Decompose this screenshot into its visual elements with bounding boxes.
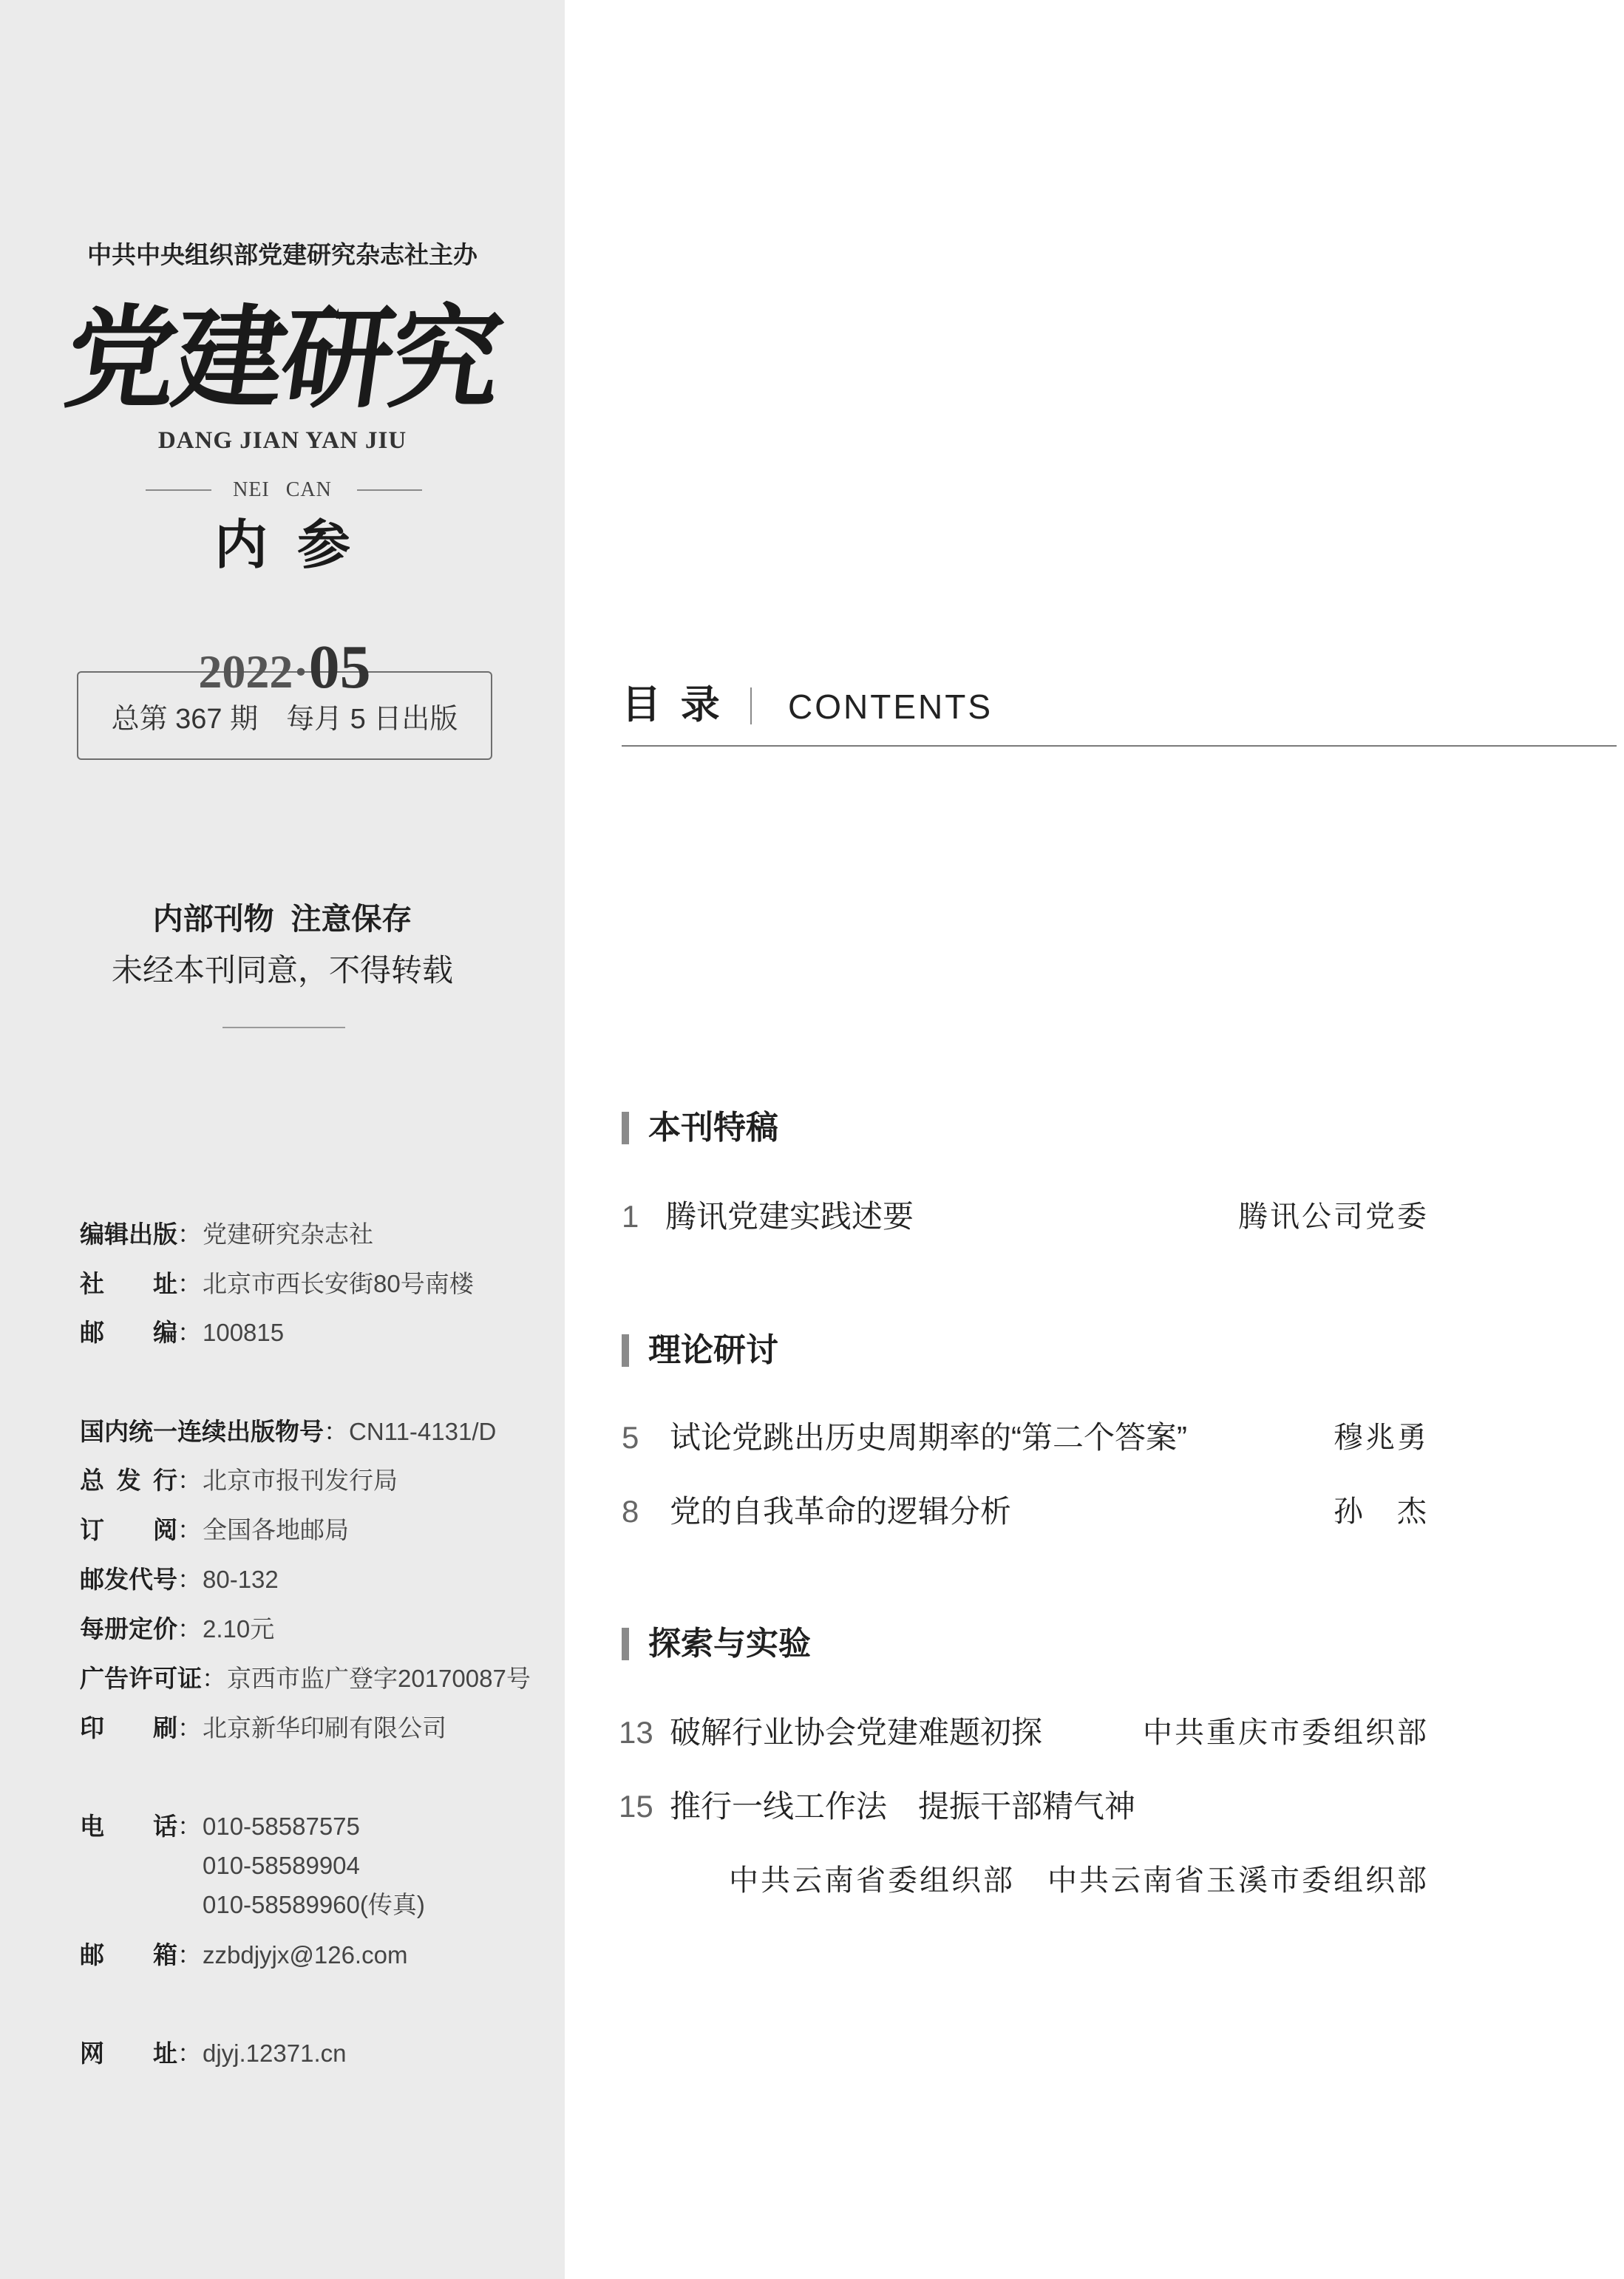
toc-section-title: 本刊特稿 xyxy=(648,1110,778,1146)
toc-entry-title: 推行一线工作法 提振干部精气神 xyxy=(670,1789,1136,1824)
phone-number: 010-58587575 xyxy=(203,1813,360,1840)
toc-entry-title: 试论党跳出历史周期率的“第二个答案” xyxy=(670,1420,1187,1455)
info-label: 编辑出版 xyxy=(80,1220,177,1248)
toc-page-number: 5 xyxy=(622,1420,639,1455)
info-label: 订 阅 xyxy=(80,1516,177,1543)
toc-entry-author: 穆兆勇 xyxy=(1333,1421,1429,1454)
toc-entry-author: 孙 杰 xyxy=(1333,1495,1429,1528)
magazine-title-calligraphy: 党建研究 xyxy=(58,299,507,421)
issue-separator: · xyxy=(293,645,309,698)
toc-page-number: 8 xyxy=(622,1494,639,1529)
info-colon: ： xyxy=(177,1813,202,1840)
info-row-distribution xyxy=(80,1462,398,1499)
info-colon: ： xyxy=(177,1516,202,1543)
toc-section-bar xyxy=(622,1334,629,1367)
toc-page-number: 1 xyxy=(622,1199,639,1234)
info-value-list xyxy=(203,1807,425,1924)
magazine-title-pinyin: DANG JIAN YAN JIU xyxy=(157,427,407,454)
toc-heading-rule xyxy=(622,745,1617,747)
toc-entry-author: 中共重庆市委组织部 xyxy=(1143,1716,1429,1749)
info-colon: ： xyxy=(177,1270,202,1297)
info-row-website xyxy=(80,2035,346,2072)
info-colon: ： xyxy=(177,1941,202,1969)
issue-year: 2022 xyxy=(198,645,293,698)
info-colon: ： xyxy=(177,1714,202,1742)
info-row-email xyxy=(80,1937,407,1974)
info-row-postal-code xyxy=(80,1561,279,1598)
info-colon: ： xyxy=(177,1319,202,1346)
edition-pinyin: NEI CAN xyxy=(233,478,332,501)
toc-section-title: 理论研讨 xyxy=(648,1332,778,1368)
toc-heading: 目 录 xyxy=(622,683,720,727)
info-label: 国内统一连续出版物号 xyxy=(80,1418,324,1445)
info-colon: ： xyxy=(202,1665,226,1692)
publisher-line: 中共中央组织部党建研究杂志社主办 xyxy=(87,241,478,268)
info-value: 北京新华印刷有限公司 xyxy=(203,1714,446,1742)
info-label: 邮 编 xyxy=(80,1319,177,1346)
info-value: djyj.12371.cn xyxy=(203,2039,347,2067)
info-value: 北京市报刊发行局 xyxy=(203,1467,398,1494)
info-value: 100815 xyxy=(203,1319,285,1346)
info-row-cn-number xyxy=(80,1413,496,1450)
info-label: 总 发 行 xyxy=(80,1467,177,1494)
info-value: zzbdjyjx@126.com xyxy=(203,1941,408,1969)
info-colon: ： xyxy=(177,1220,202,1248)
info-row-editor xyxy=(80,1216,373,1253)
issue-detail: 总第 367 期 每月 5 日出版 xyxy=(111,704,458,735)
info-value: CN11-4131/D xyxy=(349,1418,497,1445)
toc-section-title: 探索与实验 xyxy=(648,1626,811,1662)
toc-page-number: 13 xyxy=(619,1715,653,1750)
info-row-postcode xyxy=(80,1314,284,1351)
info-value: 2.10元 xyxy=(203,1615,275,1643)
info-row-printer xyxy=(80,1710,446,1747)
info-colon: ： xyxy=(177,2039,202,2067)
fax-number: 010-58589960(传真) xyxy=(203,1891,425,1918)
info-colon: ： xyxy=(177,1566,202,1593)
toc-entry-author: 中共云南省委组织部 xyxy=(729,1864,1015,1897)
toc-entry-title: 破解行业协会党建难题初探 xyxy=(670,1715,1043,1750)
info-colon: ： xyxy=(324,1418,348,1445)
info-label: 社 址 xyxy=(80,1270,177,1297)
notice-divider xyxy=(222,1027,345,1028)
info-label: 邮发代号 xyxy=(80,1566,177,1593)
info-label: 网 址 xyxy=(80,2039,177,2067)
info-label: 广告许可证 xyxy=(80,1665,202,1692)
toc-entry-author: 腾讯公司党委 xyxy=(1238,1200,1429,1233)
info-colon: ： xyxy=(177,1467,202,1494)
info-row-address xyxy=(80,1266,474,1302)
info-colon: ： xyxy=(177,1615,202,1643)
toc-heading-divider xyxy=(750,687,752,724)
info-row-ad-license xyxy=(80,1660,531,1697)
toc-entry-authors xyxy=(729,1858,1429,1903)
info-row-phone xyxy=(80,1807,425,1924)
info-value: 京西市监广登字20170087号 xyxy=(227,1665,531,1692)
toc-page-number: 15 xyxy=(619,1789,653,1824)
info-value: 全国各地邮局 xyxy=(203,1516,349,1543)
toc-entry-title: 腾讯党建实践述要 xyxy=(665,1199,914,1234)
info-value: 北京市西长安街80号南楼 xyxy=(203,1270,474,1297)
neican-rule-right xyxy=(357,489,422,491)
info-row-price xyxy=(80,1611,274,1648)
info-label: 电 话 xyxy=(80,1813,177,1840)
info-label: 邮 箱 xyxy=(80,1941,177,1969)
info-value: 80-132 xyxy=(203,1566,279,1593)
issue-month: 05 xyxy=(308,633,371,702)
edition-title: 内 参 xyxy=(214,516,350,575)
info-value: 党建研究杂志社 xyxy=(203,1220,373,1248)
toc-entry-title: 党的自我革命的逻辑分析 xyxy=(670,1494,1012,1529)
info-row-subscription xyxy=(80,1512,349,1549)
toc-entry-author: 中共云南省玉溪市委组织部 xyxy=(1047,1864,1429,1897)
toc-section-bar xyxy=(622,1112,629,1144)
toc-section-bar xyxy=(622,1628,629,1660)
phone-number: 010-58589904 xyxy=(203,1852,360,1879)
info-label: 印 刷 xyxy=(80,1714,177,1742)
info-label: 每册定价 xyxy=(80,1615,177,1643)
toc-heading-english: CONTENTS xyxy=(788,687,993,726)
notice-reprint: 未经本刊同意，不得转载 xyxy=(111,953,453,988)
notice-internal: 内部刊物 注意保存 xyxy=(152,902,412,936)
